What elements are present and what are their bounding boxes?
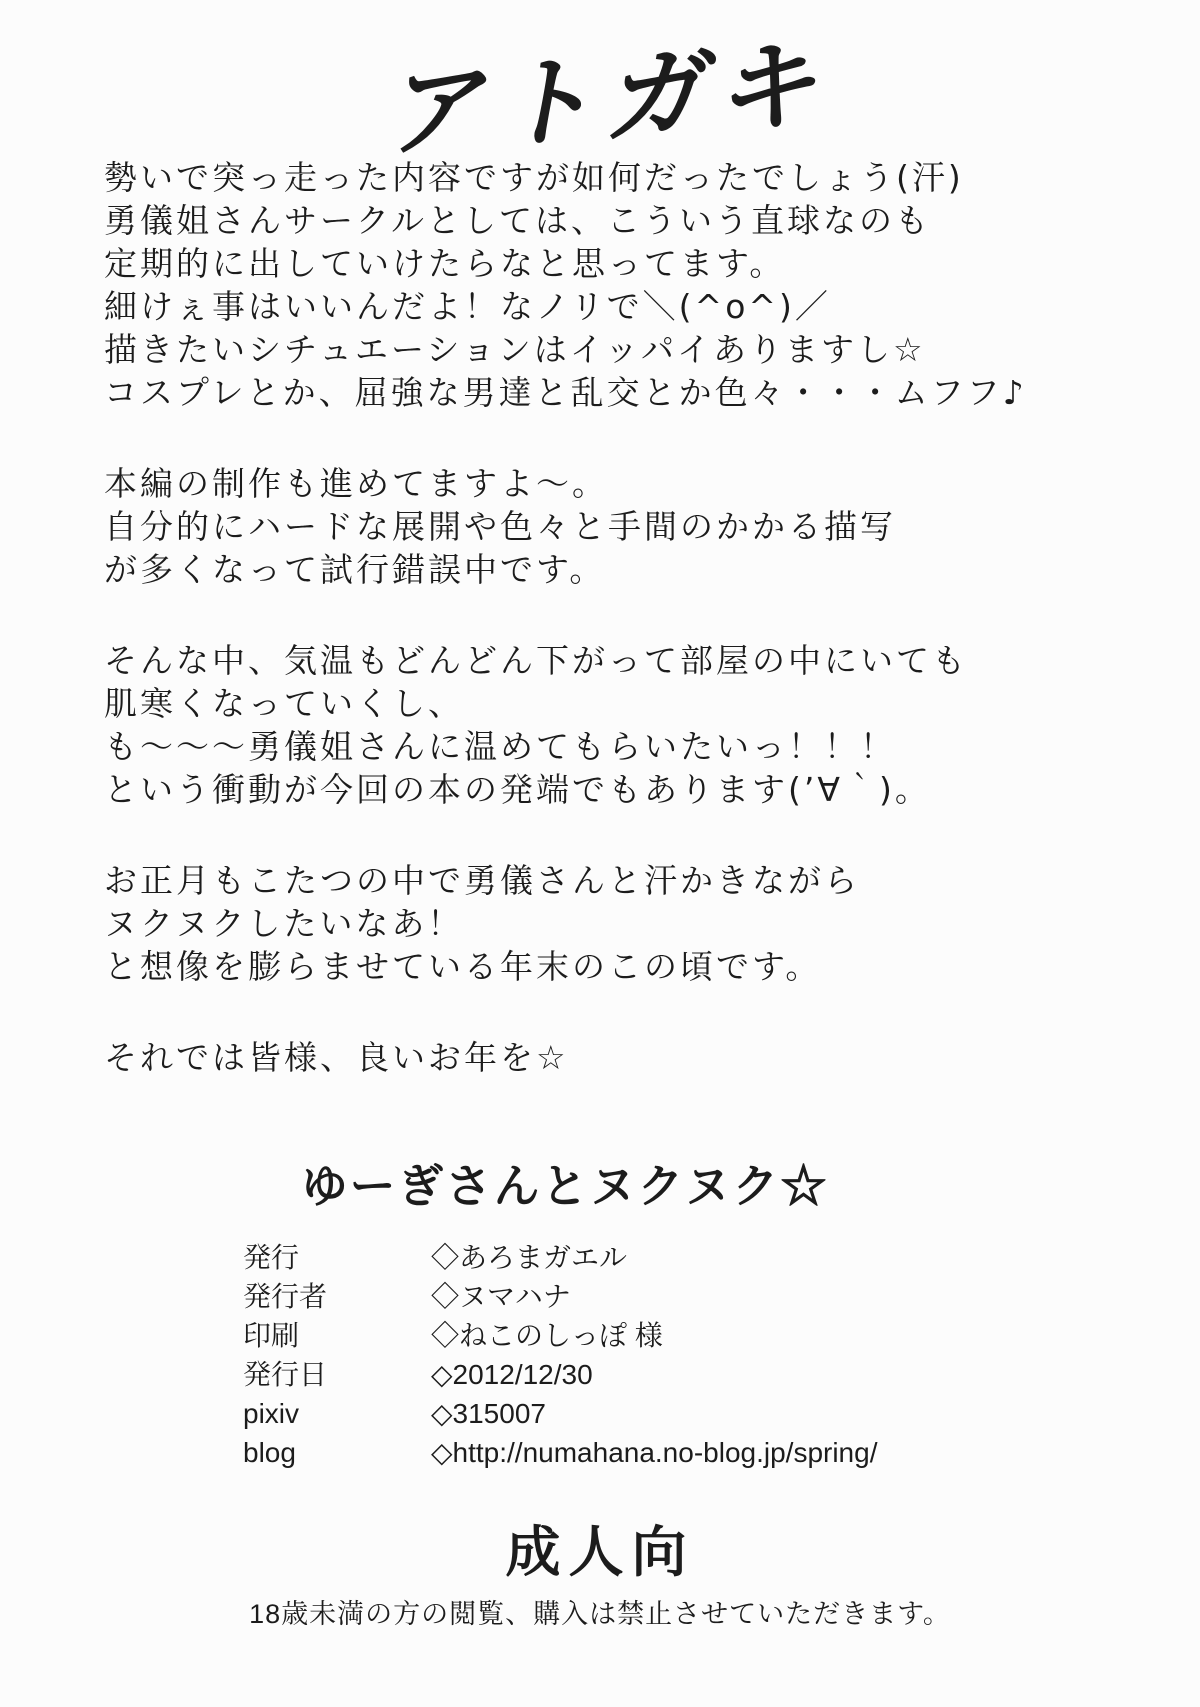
colophon-value: ◇315007: [431, 1398, 546, 1429]
paragraph-2: [104, 462, 1124, 591]
text-line: 本編の制作も進めてますよ～。: [104, 464, 608, 503]
text-line: 定期的に出していけたらなと思ってます。: [104, 244, 786, 283]
text-line: という衝動が今回の本の発端でもあります(’∀｀)。: [104, 770, 931, 809]
closing-paragraph: [104, 1036, 1124, 1079]
colophon-row-blog: [243, 1433, 877, 1472]
text-line: 勢いで突っ走った内容ですが如何だったでしょう(汗): [104, 158, 964, 197]
colophon-label: 発行日: [243, 1359, 328, 1390]
text-line: 細けぇ事はいいんだよ！なノリで＼(^o^)／: [104, 287, 831, 326]
colophon-value: ◇ねこのしっぽ 様: [431, 1320, 663, 1351]
closing-line: それでは皆様、良いお年を☆: [104, 1038, 569, 1077]
text-line: 描きたいシチュエーションはイッパイありますし☆: [104, 330, 926, 369]
colophon-label: 発行者: [243, 1281, 328, 1312]
text-line: コスプレとか、屈強な男達と乱交とか色々・・・ムフフ♪: [104, 373, 1027, 412]
text-line: も～～～勇儀姐さんに温めてもらいたいっ！！！: [104, 727, 896, 766]
text-line: 自分的にハードな展開や色々と手間のかかる描写: [104, 507, 896, 546]
colophon-label: 発行: [243, 1242, 300, 1273]
afterword-body: [104, 156, 1124, 1079]
age-restriction-notice: 18歳未満の方の閲覧、購入は禁止させていただきます。: [249, 1599, 951, 1629]
text-line: 勇儀姐さんサークルとしては、こういう直球なのも: [104, 201, 932, 240]
colophon-value: ◇ヌマハナ: [431, 1281, 571, 1312]
colophon-row-author: [243, 1277, 877, 1316]
text-line: お正月もこたつの中で勇儀さんと汗かきながら: [104, 861, 860, 900]
colophon-label: 印刷: [243, 1320, 300, 1351]
colophon-value: ◇あろまガエル: [431, 1242, 628, 1273]
adult-rating-heading: 成人向: [505, 1521, 695, 1583]
paragraph-3: [104, 639, 1124, 811]
book-title: ゆーぎさんとヌクヌク☆: [301, 1160, 829, 1212]
paragraph-1: [104, 156, 1124, 414]
paragraph-4: [104, 859, 1124, 988]
colophon-row-printer: [243, 1316, 877, 1355]
text-line: と想像を膨らませている年末のこの頃です。: [104, 947, 822, 986]
colophon-value: ◇http://numahana.no-blog.jp/spring/: [431, 1437, 878, 1468]
text-line: 肌寒くなっていくし、: [104, 684, 464, 723]
colophon: [243, 1238, 877, 1472]
text-line: そんな中、気温もどんどん下がって部屋の中にいても: [104, 641, 968, 680]
text-line: ヌクヌクしたいなあ！: [104, 904, 464, 943]
afterword-title: アトガキ: [379, 24, 845, 173]
colophon-row-date: [243, 1355, 877, 1394]
colophon-row-pixiv: [243, 1394, 877, 1433]
colophon-row-publisher: [243, 1238, 877, 1277]
text-line: が多くなって試行錯誤中です。: [104, 550, 606, 589]
colophon-label: blog: [243, 1437, 296, 1468]
colophon-label: pixiv: [243, 1398, 300, 1429]
colophon-value: ◇2012/12/30: [431, 1359, 593, 1390]
